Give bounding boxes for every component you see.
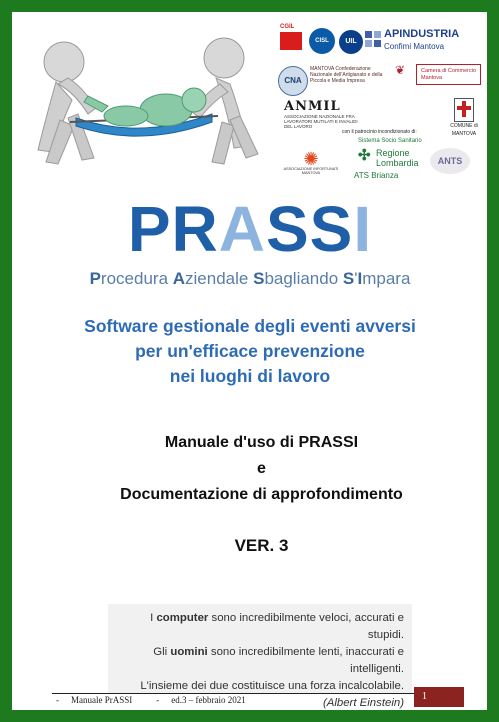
anmil-text: ASSOCIAZIONE NAZIONALE FRA LAVORATORI MUTILATI E INVALIDI DEL LAVORO	[284, 114, 358, 129]
cna-acronym: CNA	[278, 66, 308, 96]
document-title-line-1: Manuale d'uso di PRASSI	[164, 434, 359, 451]
version-label: VER. 3	[234, 536, 289, 555]
regione-lombardia-logo	[358, 146, 428, 174]
document-title-line-2: e	[257, 460, 266, 477]
quote-line-1-a: I	[150, 612, 157, 624]
regione-line-1: Regione	[376, 148, 410, 158]
apindustria-sub: Confimi Mantova	[384, 42, 445, 51]
quote-author: (Albert Einstein)	[322, 697, 404, 709]
sunburst-icon: ✺	[303, 149, 319, 169]
ants-logo: ANTS	[430, 148, 470, 174]
prassi-part-ss: SS	[265, 193, 354, 265]
comune-text-2: MANTOVA	[451, 130, 477, 137]
camera-commercio-logo	[392, 62, 492, 96]
text-bagliando: bagliando	[264, 269, 343, 288]
anmil-name: ANMIL	[284, 99, 341, 114]
prassi-wordmark	[46, 192, 454, 266]
comune-mantova-logo	[448, 98, 480, 142]
footer-dash-1: -	[56, 695, 59, 705]
text-ziendale: ziendale	[185, 269, 254, 288]
footer-dash-2: -	[156, 695, 160, 705]
text-mpara: mpara	[362, 269, 411, 288]
footer	[56, 695, 246, 705]
letter-a: A	[172, 269, 186, 288]
footer-manual: Manuale PrASSI	[71, 695, 133, 705]
footer-edition: ed.3 – febbraio 2021	[171, 695, 246, 705]
acronym-expansion	[46, 269, 454, 289]
document-title-line-3: Documentazione di approfondimento	[120, 486, 403, 503]
letter-i: I	[357, 269, 363, 288]
uil-logo: UIL	[339, 30, 363, 54]
apindustria-name: APINDUSTRIA	[384, 28, 460, 40]
software-subtitle	[46, 314, 454, 389]
quote-word-computer: computer	[156, 612, 209, 624]
camera-text-2: Mantova	[421, 74, 443, 81]
camera-text-1: Camera di Commercio	[421, 68, 477, 74]
text-rocedura: rocedura	[100, 269, 173, 288]
camera-commercio-icon: ❦	[394, 63, 406, 77]
aim-text: ASSOCIAZIONE INFORTUNATI MANTOVA	[283, 167, 339, 175]
camera-commercio-box	[416, 64, 481, 85]
cna-logo	[278, 64, 388, 98]
software-line-2: per un'efficace prevenzione	[135, 341, 365, 361]
text-apostrophe: '	[354, 269, 358, 288]
footer-rule	[52, 693, 454, 694]
apindustria-logo	[364, 26, 484, 56]
prassi-part-pr: PR	[127, 193, 219, 265]
software-line-1: Software gestionale degli eventi avversi	[84, 316, 416, 336]
cgil-logo	[280, 24, 304, 54]
regione-lombardia-icon: ✣	[358, 147, 371, 164]
prassi-part-i: I	[353, 193, 373, 265]
document-title	[24, 430, 499, 508]
stretcher-illustration	[16, 22, 266, 172]
cna-text: MANTOVA Confederazione Nazionale dell'Artigianato e della Piccola e Media Impresa	[310, 66, 383, 84]
comune-shield-icon	[454, 98, 474, 122]
prassi-part-a: A	[218, 193, 266, 265]
quote-word-uomini: uomini	[170, 646, 208, 658]
ats-brianza-text: ATS Brianza	[354, 171, 399, 180]
letter-s1: S	[253, 269, 265, 288]
patrocinio-text: con il patrocinio incondizionato di:	[342, 129, 417, 135]
cgil-label: CGIL	[280, 24, 295, 30]
page-number: 1	[414, 687, 464, 707]
software-line-3: nei luoghi di lavoro	[169, 366, 331, 386]
comune-text-1: COMUNE di	[450, 123, 478, 129]
letter-p: P	[89, 269, 101, 288]
quote-line-1	[116, 610, 404, 644]
quote-line-1-c: sono incredibilmente veloci, accurati e stupidi.	[208, 612, 404, 641]
cubes-icon	[364, 30, 382, 48]
regione-line-2: Lombardia	[376, 158, 419, 168]
letter-s2: S	[342, 269, 355, 288]
associazione-infortunati-logo	[276, 150, 346, 182]
cgil-flag	[280, 32, 302, 50]
regione-text	[376, 148, 419, 168]
cisl-logo: CISL	[309, 28, 335, 54]
quote-line-2-c: sono incredibilmente lenti, inaccurati e intelligenti.	[207, 646, 404, 675]
quote-line-3: L'insieme dei due costituisce una forza incalcolabile.	[140, 680, 404, 692]
quote-line-2-a: Gli	[153, 646, 171, 658]
quote-line-2	[116, 644, 404, 678]
sistema-socio-sanitario-text: Sistema Socio Sanitario	[358, 138, 422, 144]
